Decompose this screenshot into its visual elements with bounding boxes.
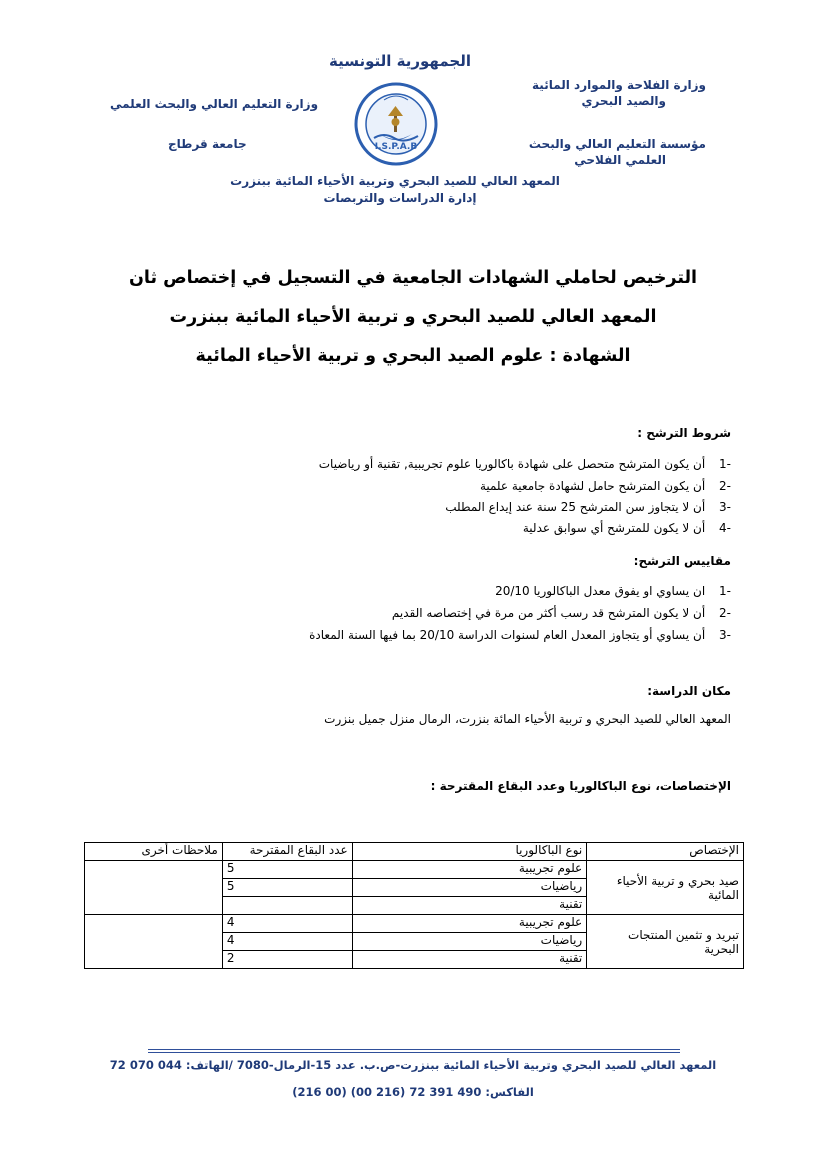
bac-cell: علوم تجريبية	[352, 861, 587, 879]
table-row	[85, 915, 744, 933]
logo-caption: I.S.P.A.B	[374, 142, 418, 152]
criteria-heading: مقاييس الترشح:	[633, 554, 731, 568]
condition-text: أن لا يتجاوز سن المترشح 25 سنة عند إيداع المطلب	[445, 500, 706, 514]
criteria-number: -2	[719, 606, 731, 620]
seats-cell: 5	[222, 861, 352, 879]
seats-cell: 2	[222, 951, 352, 969]
table-row	[85, 861, 744, 879]
criteria-item	[495, 584, 731, 598]
specialty-cell: تبريد و تثمين المنتجات البحرية	[587, 915, 744, 969]
bac-cell: تقنية	[352, 951, 587, 969]
title-line-1: الترخيص لحاملي الشهادات الجامعية في التسجيل في إختصاص ثان	[128, 268, 698, 288]
condition-number: -1	[719, 457, 731, 471]
header-bac-type: نوع الباكالوريا	[352, 843, 587, 861]
criteria-number: -3	[719, 628, 731, 642]
notes-cell	[85, 861, 223, 915]
seats-cell: 4	[222, 933, 352, 951]
condition-item	[319, 457, 731, 471]
institution-line1: مؤسسة التعليم العالي والبحث	[528, 137, 706, 151]
header-seats: عدد البقاع المقترحة	[222, 843, 352, 861]
department-name: إدارة الدراسات والتربصات	[323, 191, 477, 205]
institute-name: المعهد العالي للصيد البحري وتربية الأحياء المائية ببنزرت	[230, 174, 560, 188]
condition-number: -2	[719, 479, 731, 493]
criteria-item	[309, 628, 731, 642]
bac-cell: علوم تجريبية	[352, 915, 587, 933]
ministry-agriculture-line1: وزارة الفلاحة والموارد المائية	[532, 78, 706, 92]
criteria-text: ان يساوي او يفوق معدل الباكالوريا 20/10	[495, 584, 706, 598]
title-line-3: الشهادة : علوم الصيد البحري و تربية الأحياء المائية	[195, 346, 631, 366]
specialties-heading: الإختصاصات، نوع الباكالوريا وعدد البقاع المقترحة :	[430, 779, 731, 793]
condition-text: أن لا يكون للمترشح أي سوابق عدلية	[522, 521, 706, 535]
conditions-heading: شروط الترشح :	[637, 426, 731, 440]
institution-line2: العلمي الفلاحي	[574, 153, 666, 167]
condition-number: -4	[719, 521, 731, 535]
header-specialty: الإختصاص	[587, 843, 744, 861]
footer-fax: (216 00) الفاكس: 490 391 72 (216 00)	[292, 1085, 534, 1099]
specialty-cell: صيد بحري و تربية الأحياء المائية	[587, 861, 744, 915]
condition-item	[480, 479, 731, 493]
notes-cell	[85, 915, 223, 969]
table-header-row	[85, 843, 744, 861]
seats-cell: 4	[222, 915, 352, 933]
republic-heading: الجمهورية التونسية	[329, 52, 471, 70]
header-notes: ملاحظات أخرى	[85, 843, 223, 861]
seats-cell: 5	[222, 879, 352, 897]
bac-cell: رياضيات	[352, 933, 587, 951]
institute-logo	[354, 82, 438, 166]
criteria-text: أن لا يكون المترشح قد رسب أكثر من مرة في إختصاصه القديم	[391, 606, 706, 620]
location-heading: مكان الدراسة:	[647, 684, 731, 698]
ministry-agriculture	[532, 77, 706, 109]
title-line-2: المعهد العالي للصيد البحري و تربية الأحياء المائية ببنزرت	[169, 307, 657, 327]
institution-higher-education	[529, 136, 706, 168]
specialties-table	[84, 842, 744, 969]
location-text: المعهد العالي للصيد البحري و تربية الأحياء المائة بنزرت، الرمال منزل جميل بنزرت	[324, 712, 731, 726]
condition-item	[445, 500, 731, 514]
ministry-agriculture-line2: والصيد البحري	[581, 94, 666, 108]
footer-divider-bottom	[148, 1052, 680, 1053]
condition-number: -3	[719, 500, 731, 514]
criteria-number: -1	[719, 584, 731, 598]
condition-item	[523, 521, 731, 535]
criteria-text: أن يساوي أو يتجاوز المعدل العام لسنوات الدراسة 20/10 بما فيها السنة المعادة	[309, 628, 706, 642]
footer-divider-top	[148, 1049, 680, 1050]
footer-address: المعهد العالي للصيد البحري وتربية الأحياء المائية ببنزرت-ص.ب. عدد 15-الرمال-7080 /الهاتف: 044 070 72	[109, 1058, 717, 1072]
ministry-higher-education: وزارة التعليم العالي والبحث العلمي	[110, 97, 319, 111]
condition-text: أن يكون المترشح حامل لشهادة جامعية علمية	[479, 479, 706, 493]
condition-text: أن يكون المترشح متحصل على شهادة باكالوريا علوم تجريبية, تقنية أو رياضيات	[318, 457, 706, 471]
seats-cell	[222, 897, 352, 915]
university-name: جامعة قرطاج	[168, 137, 247, 151]
bac-cell: رياضيات	[352, 879, 587, 897]
criteria-item	[392, 606, 731, 620]
bac-cell: تقنية	[352, 897, 587, 915]
